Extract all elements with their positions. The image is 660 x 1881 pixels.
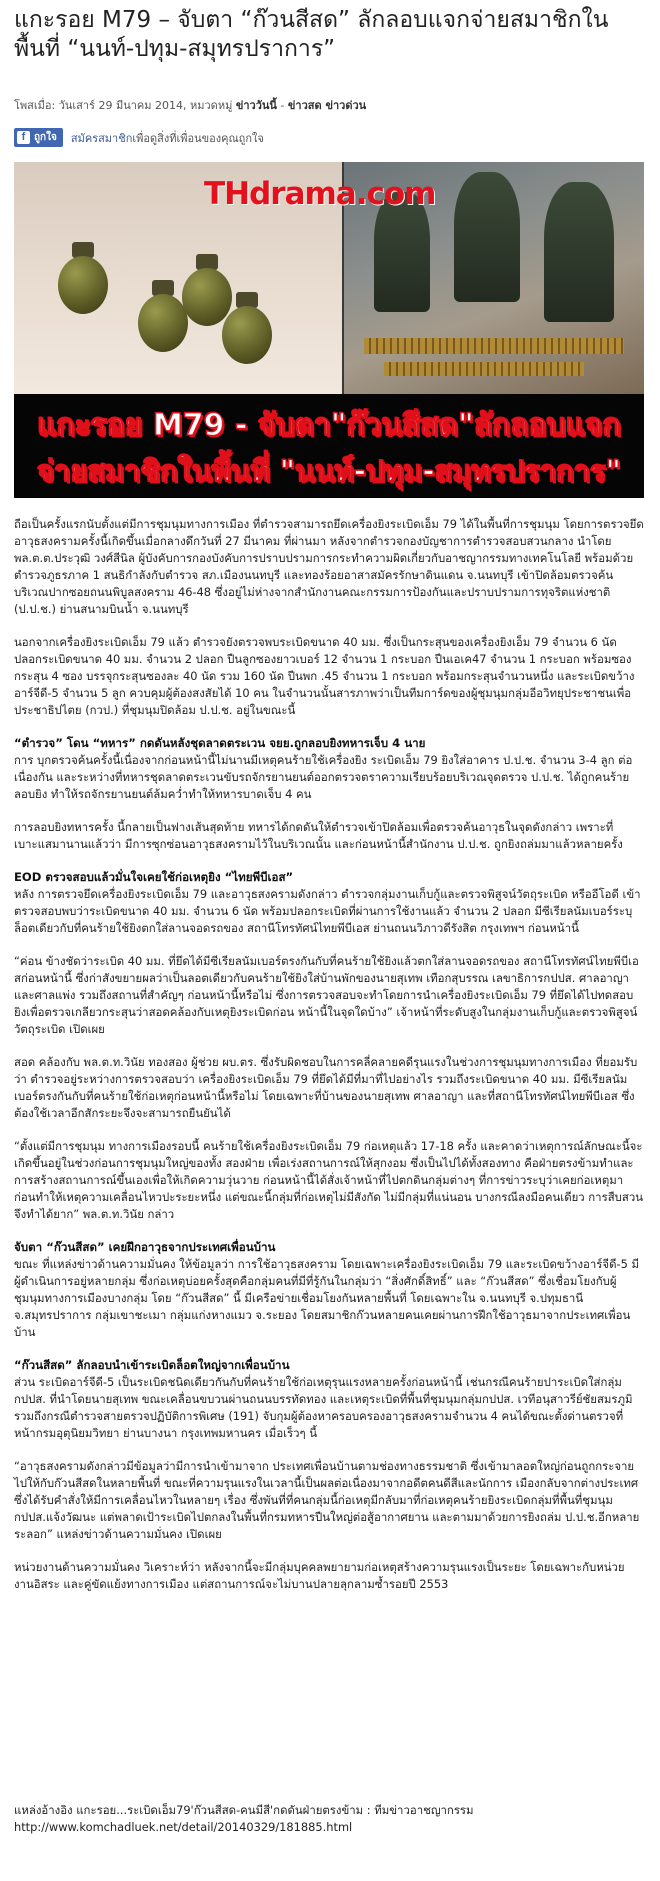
article-headline: แกะรอย M79 – จับตา “ก๊วนสีสด” ลักลอบแจกจ่ายสมาชิกในพื้นที่ “นนท์-ปทุม-สมุทรปราการ” (14, 7, 609, 62)
section-heading: “ก๊วนสีสด” ลักลอบนำเข้าระเบิดล็อตใหญ่จากเพื่อนบ้าน (14, 1358, 290, 1372)
source-url-link[interactable]: http://www.komchadluek.net/detail/20140329/181885.html (14, 1820, 353, 1834)
posted-label: โพสเมื่อ: (14, 99, 56, 112)
article-paragraph: สอด คล้องกับ พล.ต.ท.วินัย ทองสอง ผู้ช่วย ผบ.ตร. ซึ่งรับผิดชอบในการคลี่คลายคดีรุนแรงในช่วงการชุมนุมทางการเมือง ที่ยอมรับว่า ตำรวจอยู่ระหว่างการตรวจสอบว่า เครื่องยิงระเบิดเอ็ม 79 ที่ยึดได้มีที่มาที่ไปอย่างไร รวมถึงระเบิดขนาด 40 มม. มีซีเรียลนัมเบอร์ตรงกันกับที่คนร้ายใช้ก่อเหตุก่อนหน้านี้หรือไม่ โดยเฉพาะที่บ้านของนายสุเทพ ศาลอาญา และที่สถานีโทรทัศน์ไทยพีบีเอส ซึ่งต้องใช้เวลาอีกสักระยะจึงจะสามารถยืนยันได้ (14, 1055, 638, 1120)
hero-banner-line1: แกะรอย M79 - จับตา"ก๊วนสีสด"ลักลอบแจก (37, 408, 621, 443)
article-paragraph: ส่วน ระเบิดอาร์จีดี-5 เป็นระเบิดชนิดเดียวกันกับที่คนร้ายใช้ก่อเหตุรุนแรงหลายครั้งก่อนหน้านี้ เช่นกรณีคนร้ายปาระเบิดใส่กลุ่ม กปปส. ที่นำโดยนายสุเทพ ขณะเคลื่อนขบวนผ่านถนนบรรทัดทอง และเหตุระเบิดที่พื้นที่ชุมนุมกลุ่มกปปส. เวทีอนุสาวรีย์ชัยสมรภูมิ รวมถึงกรณีตำรวจสายตรวจปฏิบัติการพิเศษ (191) จับกุมผู้ต้องหาครอบครองอาวุธสงครามจำนวน 4 คนได้ขณะตั้งด่านตรวจที่หน้ากรมอุตุนิยมวิทยา ย่านบางนา กรุงเทพมหานคร เมื่อเร็วๆ นี้ (14, 1375, 633, 1440)
hero-image (14, 162, 644, 498)
facebook-friends-text: เพื่อดูสิ่งที่เพื่อนของคุณถูกใจ (132, 131, 264, 145)
article-paragraph: การลอบยิงทหารครั้ง นี้กลายเป็นฟางเส้นสุดท้าย ทหารได้กดดันให้ตำรวจเข้าปิดล้อมเพื่อตรวจค้นอาวุธในจุดดังกล่าว เพราะที่เบาะแสมานานแล้วว่า มีการซุกซ่อนอาวุธสงครามไว้ในบริเวณนั้น และก่อนหน้านี้สำนักงาน ป.ป.ช. ถูกยิงถล่มมาแล้วหลายครั้ง (14, 820, 623, 851)
section-heading: จับตา “ก๊วนสีสด” เคยฝึกอาวุธจากประเทศเพื่อนบ้าน (14, 1240, 276, 1254)
article-paragraph: “อาวุธสงครามดังกล่าวมีข้อมูลว่ามีการนำเข้ามาจาก ประเทศเพื่อนบ้านตามช่องทางธรรมชาติ ซึ่งเข้ามาลอตใหญ่ก่อนถูกกระจายไปให้กับก๊วนสีสดในหลายพื้นที่ ขณะที่ความรุนแรงในเวลานี้เป็นผลต่อเนื่องมาจากอดีตคนดีสีและนักการ เมืองกลับจากต่างประเทศ ซึ่งได้รับคำสั่งให้มีการเคลื่อนไหวในหลายๆ เรื่อง ซึ่งพันที่ที่คนกลุ่มนี้ก่อเหตุมีกลับมาที่ก่อเหตุคนร้ายยิงระเบิดกลุ่มที่พื้นที่ชุมนุม กปปส.แจ้งวัฒนะ แต่พลาดเป้าระเบิดไปตกลงในพื้นที่กรมทหารปืนใหญ่ต่อสู้อากาศยาน และตามมาด้วยการยิงถล่ม ป.ป.ช.อีกหลายระลอก” แหล่งข่าวด้านความมั่นคง เปิดเผย (14, 1459, 640, 1541)
grenade-shape (138, 294, 188, 352)
facebook-like-row (14, 128, 264, 147)
officer-figure (454, 172, 520, 302)
hero-banner (14, 394, 644, 498)
facebook-icon: f (17, 131, 30, 144)
grenade-shape (222, 306, 272, 364)
article-paragraph: นอกจากเครื่องยิงระเบิดเอ็ม 79 แล้ว ตำรวจยังตรวจพบระเบิดขนาด 40 มม. ซึ่งเป็นกระสุนของเครื่องยิงเอ็ม 79 จำนวน 6 นัด ปลอกระเบิดขนาด 40 มม. จำนวน 2 ปลอก ปืนลูกซองยาวเบอร์ 12 จำนวน 1 กระบอก ปืนเอเค47 จำนวน 1 กระบอก พร้อมซองกระสุน 4 ซอง บรรจุกระสุนซองละ 40 นัด รวม 160 นัด ปืนพก .45 จำนวน 1 กระบอก พร้อมกระสุนจำนวนหนึ่ง และระเบิดขว้างอาร์จีดี-5 จำนวน 5 ลูก ควบคุมผู้ต้องสงสัยได้ 10 คน ในจำนวนนั้นสารภาพว่าเป็นทีมการ์ดของผู้ชุมนุมกลุ่มอีอวิทยุประชาชนเพื่อ ประชาธิปไตย (กวป.) ที่ชุมนุมปิดล้อม ป.ป.ช. อยู่ในขณะนี้ (14, 635, 635, 717)
facebook-like-button[interactable] (14, 128, 63, 147)
article-paragraph: “ตั้งแต่มีการชุมนุม ทางการเมืองรอบนี้ คนร้ายใช้เครื่องยิงระเบิดเอ็ม 79 ก่อเหตุแล้ว 17-18 ครั้ง และคาดว่าเหตุการณ์ลักษณะนี้จะเกิดขึ้นอยู่ในช่วงก่อนการชุมนุมใหญ่ของทั้ง สองฝ่าย เพื่อเร่งสถานการณ์ให้สุกงอม ซึ่งเป็นไปได้ทั้งสองทาง คือฝ่ายตรงข้ามทำและการสร้างสถานการณ์ขึ้นเองเพื่อให้เกิดความวุ่นวาย ก่อนหน้านี้ได้สั่งเจ้าหน้าที่ไปตกดินกลุ่มต่างๆ ที่การข่าวระบุว่าเคยก่อเหตุมาก่อนทำให้เหตุความเคลื่อนไหวปะระยะหนึ่ง แต่ขณะนี้กลุ่มที่ก่อเหตุไม่มีสังกัด ไม่มีกลุ่มที่แน่นอน บางกรณีลงมือคนเดียว การสืบสวนจึงทำได้ยาก” พล.ต.ท.วินัย กล่าว (14, 1139, 644, 1221)
article-body (14, 516, 644, 1609)
ammunition-row (364, 338, 624, 354)
grenade-shape (58, 256, 108, 314)
article-paragraph: ถือเป็นครั้งแรกนับตั้งแต่มีการชุมนุมทางการเมือง ที่ตำรวจสามารถยึดเครื่องยิงระเบิดเอ็ม 79 ได้ในพื้นที่การชุมนุม โดยการตรวจยึดอาวุธสงครามครั้งนี้เกิดขึ้นเมื่อกลางดึกวันที่ 27 มีนาคม ที่ผ่านมา หลังจากตำรวจกองบัญชาการตำรวจสอบสวนกลาง นำโดย พล.ต.ต.ประวุฒิ วงศ์สีนิล ผู้บังคับการกองบังคับการปราบปรามการกระทำความผิดเกี่ยวกับอาชญากรรมทางเทคโนโลยี พร้อมด้วยตำรวจภูธรภาค 1 สนธิกำลังกับตำรวจ สภ.เมืองนนทบุรี และทองร้อยอาสาสมัครรักษาดินแดน จ.นนทบุรี เข้าปิดล้อมตรวจค้นบริเวณปากซอยถนนพิบูลสงคราม 46-48 ซึ่งอยู่ไม่ห่างจากสำนักงานคณะกรรมการป้องกันและปราบปรามการทุจริตแห่งชาติ (ป.ป.ช.) ย่านสนามบินน้ำ จ.นนทบุรี (14, 517, 644, 616)
facebook-signup-link[interactable]: สมัครสมาชิก (70, 131, 133, 145)
category-label: หมวดหมู่ (190, 99, 233, 112)
article-paragraph: “ค่อน ข้างชัดว่าระเบิด 40 มม. ที่ยึดได้มีซีเรียลนัมเบอร์ตรงกันกับที่คนร้ายใช้ยิงแล้วตกใส่ลานจอดรถของ สถานีโทรทัศน์ไทยพีบีเอสก่อนหน้านี้ ซึ่งก่าสังขยายผลว่าเป็นลอตเดียวกับคนร้ายใช้ยิงใส่บ้านพักของนายสุเทพ เทือกสุบรรณ เลขาธิการกปปส. ศาลอาญา และศาลแพ่ง รวมถึงสถานที่สำคัญๆ ก่อนหน้านี้หรือไม่ ซึ่งการตรวจสอบจะทำโดยการนำเครื่องยิงระเบิดเอ็ม 79 ที่ยึดได้ไปทดสอบยิงเพื่อตรวจเกลียวกระสุนว่าสอดคล้องกับเหตุยิงระเบิดก่อน หน้านี้ในจุดใดบ้าง” เจ้าหน้าที่ระดับสูงในกลุ่มงานเก็บกู้และตรวจพิสูจน์วัตถุระเบิด เปิดเผย (14, 954, 639, 1036)
source-citation: แหล่งอ้างอิง แกะรอย...ระเบิดเอ็ม79'ก๊วนสีสด-คนมีสี'กดดันฝ่ายตรงข้าม : ทีมข่าวอาชญากรรม (14, 1803, 474, 1817)
facebook-like-label: ถูกใจ (34, 132, 57, 143)
section-heading: EOD ตรวจสอบแล้วมั่นใจเคยใช้ก่อเหตุยิง “ไทยพีบีเอส” (14, 870, 294, 884)
article-paragraph: หน่วยงานด้านความมั่นคง วิเคราะห์ว่า หลังจากนี้จะมีกลุ่มบุคคลพยายามก่อเหตุสร้างความรุนแรงเป็นระยะ โดยเฉพาะกับหน่วยงานอิสระ และคู่ขัดแย้งทางการเมือง แต่สถานการณ์จะไม่บานปลายลุกลามซ้ำรอยปี 2553 (14, 1560, 625, 1591)
officer-figure (544, 182, 614, 322)
ammunition-row (384, 362, 584, 376)
category-separator: - (276, 99, 288, 112)
grenade-shape (182, 268, 232, 326)
watermark-logo: THdrama.com (204, 176, 436, 212)
category-link-news[interactable]: ข่าวสด ข่าวด่วน (287, 99, 367, 112)
category-link-today[interactable]: ข่าววันนี้ (235, 99, 277, 112)
article-paragraph: การ บุกตรวจค้นครั้งนี้เนื่องจากก่อนหน้านี้ไม่นานมีเหตุคนร้ายใช้เครื่องยิง ระเบิดเอ็ม 79 ยิงใส่อาคาร ป.ป.ช. จำนวน 3-4 ลูก ต่อเนื่องกัน และระหว่างที่ทหารชุดลาดตระเวนขับรถจักรยานยนต์ออกตรวจตราความเรียบร้อยบริเวณจุดตรวจ ป.ป.ช. ได้ถูกคนร้ายลอบยิง ทำให้รถจักรยานยนต์ล้มคว่ำทำให้ทหารบาดเจ็บ 4 คน (14, 753, 633, 801)
article-paragraph: ขณะ ที่แหล่งข่าวด้านความมั่นคง ให้ข้อมูลว่า การใช้อาวุธสงคราม โดยเฉพาะเครื่องยิงระเบิดเอ็ม 79 และระเบิดขว้างอาร์จีดี-5 มีผู้ดำเนินการอยู่หลายกลุ่ม ซึ่งก่อเหตุบ่อยครั้งสุดคือกลุ่มคนที่มีที่รู้กันในกลุ่มว่า “สิ่งศักดิ์สิทธิ์” และ “ก๊วนสีสด” ซึ่งเชื่อมโยงกับผู้ชุมนุมทางการเมืองบางกลุ่ม โดย “ก๊วนสีสด” นี้ มีเครือข่ายเชื่อมโยงกันหลายพื้นที่ โดยเฉพาะใน จ.นนทบุรี จ.ปทุมธานี จ.สมุทรปราการ กลุ่มเขาชะเมา กลุ่มแก่งหางแมว จ.ระยอง โดยสมาชิกก๊วนหลายคนเคยผ่านการฝึกใช้อาวุธมาจากประเทศเพื่อนบ้าน (14, 1257, 639, 1339)
hero-banner-line2: จ่ายสมาชิกในพื้นที่ "นนท์-ปทุม-สมุทรปราการ" (37, 454, 621, 488)
source-reference (14, 1802, 644, 1836)
article-meta (14, 96, 644, 114)
section-heading: “ตำรวจ” โดน “ทหาร” กดดันหลังชุดลาดตระเวน จยย.ถูกลอบยิงทหารเจ็บ 4 นาย (14, 736, 426, 750)
post-date: วันเสาร์ 29 มีนาคม 2014, (58, 99, 187, 112)
article-paragraph: หลัง การตรวจยึดเครื่องยิงระเบิดเอ็ม 79 และอาวุธสงครามดังกล่าว ตำรวจกลุ่มงานเก็บกู้และตรวจพิสูจน์วัตถุระเบิด หรืออีโอดี เข้าตรวจสอบพบว่าระเบิดขนาด 40 มม. จำนวน 6 นัด พร้อมปลอกระเบิดที่ผ่านการใช้งานแล้ว จำนวน 2 ปลอก มีซีเรียลนัมเบอร์ระบุล็อตเดียวกับที่คนร้ายใช้ยิงตกใส่ลานจอดรถของ สถานีโทรทัศน์ไทยพีบีเอส ย่านถนนวิภาวดีรังสิต กรุงเทพฯ ก่อนหน้านี้ (14, 887, 641, 935)
